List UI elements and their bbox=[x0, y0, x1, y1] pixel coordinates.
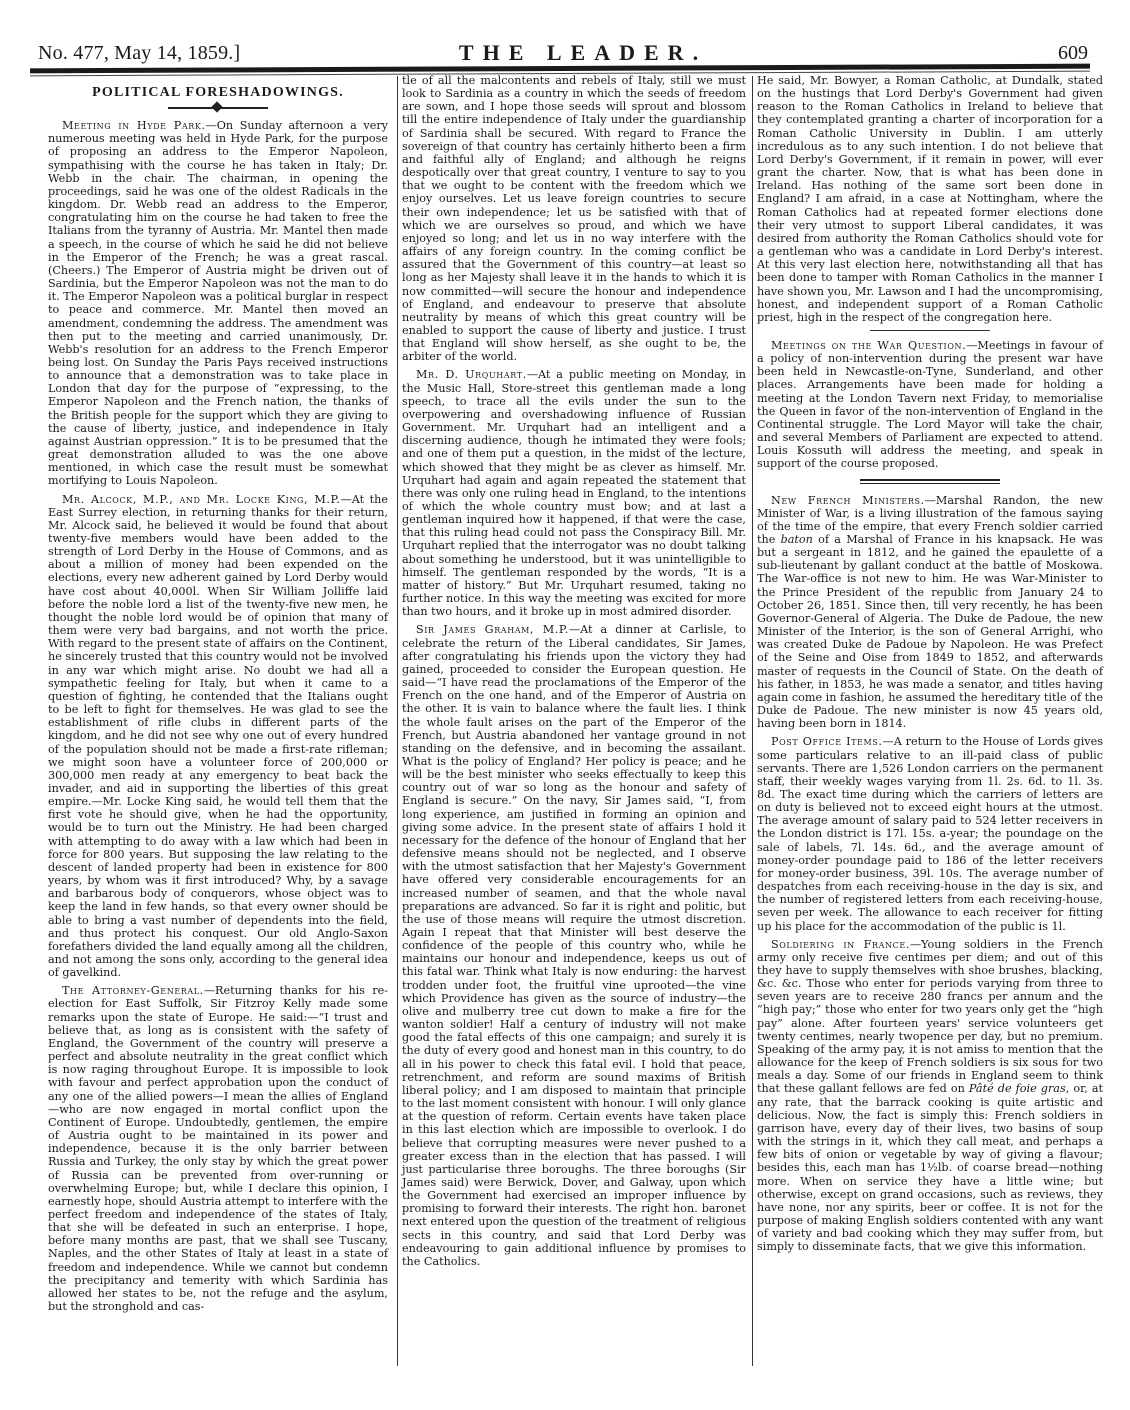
article-heading: New French Ministers. bbox=[771, 493, 925, 507]
article-heading: Post Office Items. bbox=[771, 735, 883, 749]
article-body: —At the East Surrey election, in returning thanks for their return, Mr. Alcock said, he believed it would be found that about twenty-five members would have been added to the strength of Lord Derby in the House of Commons, and as about a million of money had been expended on the elections, every new adherent gained by Lord Derby would have cost about 40,000l. When Sir William Jolliffe laid before the noble lord a list of the twenty-five new men, he thought the noble lord would be of opinion that many of them were very bad bargains, and not worth the price. With regard to the present state of affairs on the Continent, he sincerely trusted that this country would not be involved in any war which might arise. No doubt we had all a sympathetic feeling for Italy, but when it came to a question of fighting, he contended that the Italians ought to be left to fight for themselves. He was glad to see the establishment of rifle clubs in different parts of the kingdom, and he did not see why one out of every hundred of the population should not be made a first-rate rifleman; we might soon have a volunteer force of 200,000 or 300,000 men ready at any emergency to beat back the invader, and aid in supporting the liberties of this great empire.—Mr. Locke King said, he would tell them that the first vote he should give, when he had the opportunity, would be to turn out the Ministry. He had been charged with attempting to do away with a law which had been in force for 800 years. But supposing the law relating to the descent of landed property had been in existence for 800 years, by whom was it first introduced? Why, by a savage and barbarous body of conquerors, whose object was to keep the land in few hands, so that every owner should be able to bring a vast number of dependents into the field, and thus protect his conquest. Our old Anglo-Saxon forefathers divided the land equally among all the children, and not among the sons only, according to the general idea of gavelkind. bbox=[48, 492, 388, 980]
article-hyde-park bbox=[48, 119, 388, 487]
article-body: , or, at any rate, that the barrack cooking is quite artistic and delicious. Now, the fact is simply this: French soldiers in garrison have, every day of their lives, two basins of soup with the strings in it, which they call meat, and perhaps a few bits of onion or vegetable by way of giving a flavour; besides this, each man has 1½lb. of coarse bread—nothing more. When on service they have a little wine; but otherwise, except on grand occasions, such as reviews, they have none, nor any spirits, beer or coffee. It is not for the purpose of making English soldiers contented with any want of variety and bad cooking which they may suffer from, but simply to disseminate facts, that we give this information. bbox=[757, 1082, 1103, 1254]
diamond-ornament-icon bbox=[211, 101, 222, 112]
page-number: 609 bbox=[1058, 42, 1088, 64]
article-heading: Sir James Graham, M.P. bbox=[416, 623, 569, 637]
column-3 bbox=[757, 74, 1103, 1258]
italic-term: Pâté de foie gras bbox=[968, 1082, 1066, 1096]
column-divider bbox=[752, 76, 753, 1366]
italic-term: baton bbox=[780, 533, 813, 546]
article-continuation: He said, Mr. Bowyer, a Roman Catholic, at Dundalk, stated on the hustings that Lord Derby's Government had given reason to the Roman Catholics in Ireland to believe that they contemplated granting a charter of incorporation for a Roman Catholic University in Dublin. I am utterly incredulous as to any such intention. I do not believe that Lord Derby's Government, if it remain in power, will ever grant the charter. Now, that is what has been done in Ireland. Has nothing of the same sort been done in England? I am afraid, in a case at Nottingham, where the Roman Catholics had at repeated former elections done their very utmost to support Liberal candidates, it was desired from authority the Roman Catholics should vote for a gentleman who was a candidate in Lord Derby's interest. At this very last election here, notwithstanding all that has been done to tamper with Roman Catholics in the manner I have shown you, Mr. Lawson and I had the uncompromising, honest, and independent support of a Roman Catholic priest, high in the respect of the congregation here. bbox=[757, 74, 1103, 324]
article-body: —On Sunday afternoon a very numerous meeting was held in Hyde Park, for the purpose of proposing an address to the Emperor Napoleon, sympathising with the course he has taken in Italy; Dr. Webb in the chair. The chairman, in opening the proceedings, said he was one of the oldest Radicals in the kingdom. Dr. Webb read an address to the Emperor, congratulating him on the course he had taken to free the Italians from the tyranny of Austria. Mr. Mantel then made a speech, in the course of which he said he did not believe in the Emperor of the French; he was a great rascal. (Cheers.) The Emperor of Austria might be driven out of Sardinia, but the Emperor Napoleon was not the man to do it. The Emperor Napoleon was a political burglar in respect to peace and commerce. Mr. Mantel then moved an amendment, condemning the address. The amendment was then put to the meeting and carried unanimously, Dr. Webb's resolution for an address to the French Emperor being lost. On Sunday the Paris Pays received instructions to announce that a demonstration was to take place in London that day for the purpose of “expressing, to the Emperor Napoleon and the French nation, the thanks of the British people for the support which they are giving to the cause of liberty, justice, and independence in Italy against Austrian oppression.” It is to be presumed that the great demonstration alluded to was the one above mentioned, in which case the result must be somewhat mortifying to Louis Napoleon. bbox=[48, 119, 388, 488]
article-heading: The Attorney-General. bbox=[62, 984, 204, 998]
article-alcock-locke-king bbox=[48, 493, 388, 980]
ornament-divider bbox=[48, 103, 388, 113]
article-heading: Mr. D. Urquhart. bbox=[416, 368, 527, 382]
column-1 bbox=[48, 80, 388, 1318]
article-body: —Young soldiers in the French army only receive five centimes per diem; and out of this they have to supply themselves with shoe brushes, blacking, &c. &c. Those who enter for periods varying from three to seven years are to receive 280 francs per annum and the “high pay;” those who enter for two years only get the “high pay” alone. After fourteen years' service volunteers get twenty centimes, nearly twopence per day, but no premium. Speaking of the army pay, it is not amiss to mention that the allowance for the keep of French soldiers is six sous for two meals a day. Some of our friends in England seem to think that these gallant fellows are fed on bbox=[757, 937, 1103, 1096]
column-2 bbox=[402, 74, 746, 1273]
section-divider-double bbox=[860, 479, 1000, 484]
article-urquhart bbox=[402, 368, 746, 618]
article-french-ministers bbox=[757, 494, 1103, 731]
article-body: —At a public meeting on Monday, in the Music Hall, Store-street this gentleman made a long speech, to trace all the evils under the sun to the overpowering and overshadowing influence of Russian Government. Mr. Urquhart had an intelligent and a discerning audience, though he intimated they were fools; and one of them put a question, in the midst of the lecture, which showed that they might be as clever as himself. Mr. Urquhart had again and again repeated the statement that there was only one ruling head in England, to the intentions of which the whole country must bow; and at last a gentleman inquired how it happened, if that were the case, that this ruling head could not pass the Conspiracy Bill. Mr. Urquhart replied that the interrogator was no doubt talking about something he understood, but it was unintelligible to himself. The gentleman responded by the words, “It is a matter of history.” But Mr. Urquhart resumed, taking no further notice. In this way the meeting was excited for more than two hours, and it broke up in most admired disorder. bbox=[402, 368, 746, 619]
article-body: —At a dinner at Carlisle, to celebrate the return of the Liberal candidates, Sir James, after congratulating his friends upon the victory they had gained, proceeded to consider the European question. He said—“I have read the proclamations of the Emperor of the French on the one hand, and of the Emperor of Austria on the other. It is vain to balance where the fault lies. I think the whole fault arises on the part of the Emperor of the French, but Austria abandoned her vantage ground in not standing on the defensive, and in becoming the assailant. What is the policy of England? Her policy is peace; and he will be the best minister who seeks effectually to keep this country out of war so long as the honour and safety of England is secure.” On the navy, Sir James said, “I, from long experience, am justified in forming an opinion and giving some advice. In the present state of affairs I hold it necessary for the defence of the honour of England that her defensive means should not be neglected, and I observe with the utmost satisfaction that her Majesty's Government have offered very considerable encouragements for an increased number of seamen, and that the whole naval preparations are advanced. So far it is right and politic, but the use of those means will require the utmost discretion. Again I repeat that that Minister will best deserve the confidence of the people of this country who, while he maintains our honour and independence, keeps us out of this fatal war. Think what Italy is now enduring: the harvest trodden under foot, the fruitful vine uprooted—the vine which Providence has given as the source of industry—the olive and mulberry tree cut down to make a fire for the wanton soldier! Half a century of industry will not make good the fatal effects of this one campaign; and surely it is the duty of every good and honest man in this country, to do all in his power to check this fatal evil. I hold that peace, retrenchment, and reform are sound maxims of British liberal policy; and I am disposed to maintain that principle to the last moment consistent with honour. I will only glance at the question of reform. Certain events have taken place in this last election which are impossible to overlook. I do believe that corrupting measures were never pushed to a greater excess than in the election that has passed. I will just particularise three boroughs. The three boroughs (Sir James said) were Berwick, Dover, and Galway, upon which the Government had exercised an improper influence by promising to forward their interests. The right hon. baronet next entered upon the question of the treatment of religious sects in this country, and said that Lord Derby was endeavouring to gain additional influence by promises to the Catholics. bbox=[402, 623, 746, 1268]
publication-title: THE LEADER. bbox=[458, 40, 708, 65]
article-soldiering-france bbox=[757, 938, 1103, 1254]
article-heading: Mr. Alcock, M.P., and Mr. Locke King, M.P. bbox=[62, 492, 341, 506]
section-divider bbox=[870, 330, 990, 331]
article-body: —Marshal Randon, the new Minister of War, is a living illustration of the famous saying of the time of the empire, that every French soldier carried the bbox=[757, 493, 1103, 546]
article-heading: Meetings on the War Question. bbox=[771, 338, 967, 352]
article-body: of a Marshal of France in his knapsack. He was but a sergeant in 1812, and he gained the epaulette of a sub-lieutenant by gallant conduct at the battle of Moskowa. The War-office is not new to him. He was War-Minister to the Prince President of the republic from January 24 to October 26, 1851. Since then, till very recently, he has been Governor-General of Algeria. The Duke de Padoue, the new Minister of the Interior, is the son of General Arrighi, who was created Duke de Padoue by Napoleon. He was Prefect of the Seine and Oise from 1849 to 1852, and afterwards master of requests in the Council of State. On the death of his father, in 1853, he was made a senator, and titles having again come in fashion, he assumed the hereditary title of the Duke de Padoue. The new minister is now 45 years old, having been born in 1814. bbox=[757, 533, 1103, 731]
article-continuation: tle of all the malcontents and rebels of Italy, still we must look to Sardinia as a country in which the seeds of freedom are sown, and I hope those seeds will sprout and blossom till the entire independence of Italy under the guardianship of Sardinia shall be secured. With regard to France the sovereign of that country has certainly hitherto been a firm and faithful ally of England; and although he reigns despotically over that great country, I venture to say to you that we ought to be content with the freedom which we enjoy ourselves. Let us leave foreign countries to secure their own independence; let us be satisfied with that of which we are ourselves so proud, and which we have enjoyed so long; and let us in no way interfere with the affairs of any foreign country. In the coming conflict be assured that the Government of this country—at least so long as her Majesty shall leave it in the hands to which it is now committed—will secure the honour and independence of England, and endeavour to preserve that absolute neutrality by means of which this great country will be enabled to support the cause of liberty and justice. I trust that England will show herself, as she ought to be, the arbiter of the world. bbox=[402, 74, 746, 364]
article-heading: Soldiering in France. bbox=[771, 937, 910, 951]
section-headline: POLITICAL FORESHADOWINGS. bbox=[92, 85, 344, 100]
masthead bbox=[38, 40, 1108, 64]
issue-date: No. 477, May 14, 1859.] bbox=[38, 42, 241, 64]
article-james-graham bbox=[402, 623, 746, 1268]
article-body: —Returning thanks for his re-election for East Suffolk, Sir Fitzroy Kelly made some remarks upon the state of Europe. He said:—“I trust and believe that, as long as is consistent with the safety of England, the Government of the country will preserve a perfect and absolute neutrality in the great conflict which is now raging throughout Europe. It is impossible to look with favour and perfect approbation upon the conduct of any one of the allied powers—I mean the allies of England—who are now engaged in mortal conflict upon the Continent of Europe. Undoubtedly, gentlemen, the empire of Austria ought to be maintained in its power and independence, because it is the only barrier between Russia and Turkey, the only stay by which the great power of Russia can be prevented from over-running or overwhelming Europe; but, while I declare this opinion, I earnestly hope, should Austria attempt to interfere with the perfect freedom and independence of the states of Italy, that she will be defeated in such an enterprise. I hope, before many months are past, that we shall see Tuscany, Naples, and the other States of Italy at least in a state of freedom and independence. While we cannot but condemn the precipitancy and temerity with which Sardinia has allowed her states to be, not the refuge and the asylum, but the stronghold and cas- bbox=[48, 984, 389, 1314]
article-body: —A return to the House of Lords gives some particulars relative to an ill-paid class of public servants. There are 1,526 London carriers on the permanent staff, their weekly wages varying from 1l. 2s. 6d. to 1l. 3s. 8d. The exact time during which the carriers of letters are on duty is believed not to exceed eight hours at the utmost. The average amount of salary paid to 524 letter receivers in the London district is 17l. 15s. a-year; the poundage on the sale of labels, 7l. 14s. 6d., and the average amount of money-order poundage paid to 186 of the letter receivers for money-order business, 39l. 10s. The average number of despatches from each receiving-house in the day is six, and the number of registered letters from each receiving-house, seven per week. The allowance to each receiver for fitting up his place for the accommodation of the public is 1l. bbox=[757, 735, 1103, 933]
article-war-question bbox=[757, 339, 1103, 471]
article-heading: Meeting in Hyde Park. bbox=[62, 119, 206, 133]
article-post-office bbox=[757, 735, 1103, 932]
article-attorney-general bbox=[48, 984, 388, 1313]
column-divider bbox=[397, 76, 398, 1366]
article-body: —Meetings in favour of a policy of non-intervention during the present war have been held in Newcastle-on-Tyne, Sunderland, and other places. Arrangements have been made for holding a meeting at the London Tavern next Friday, to memorialise the Queen in favor of the non-intervention of England in the Continental struggle. The Lord Mayor will take the chair, and several Members of Parliament are expected to attend. Louis Kossuth will address the meeting, and speak in support of the course proposed. bbox=[757, 338, 1103, 471]
